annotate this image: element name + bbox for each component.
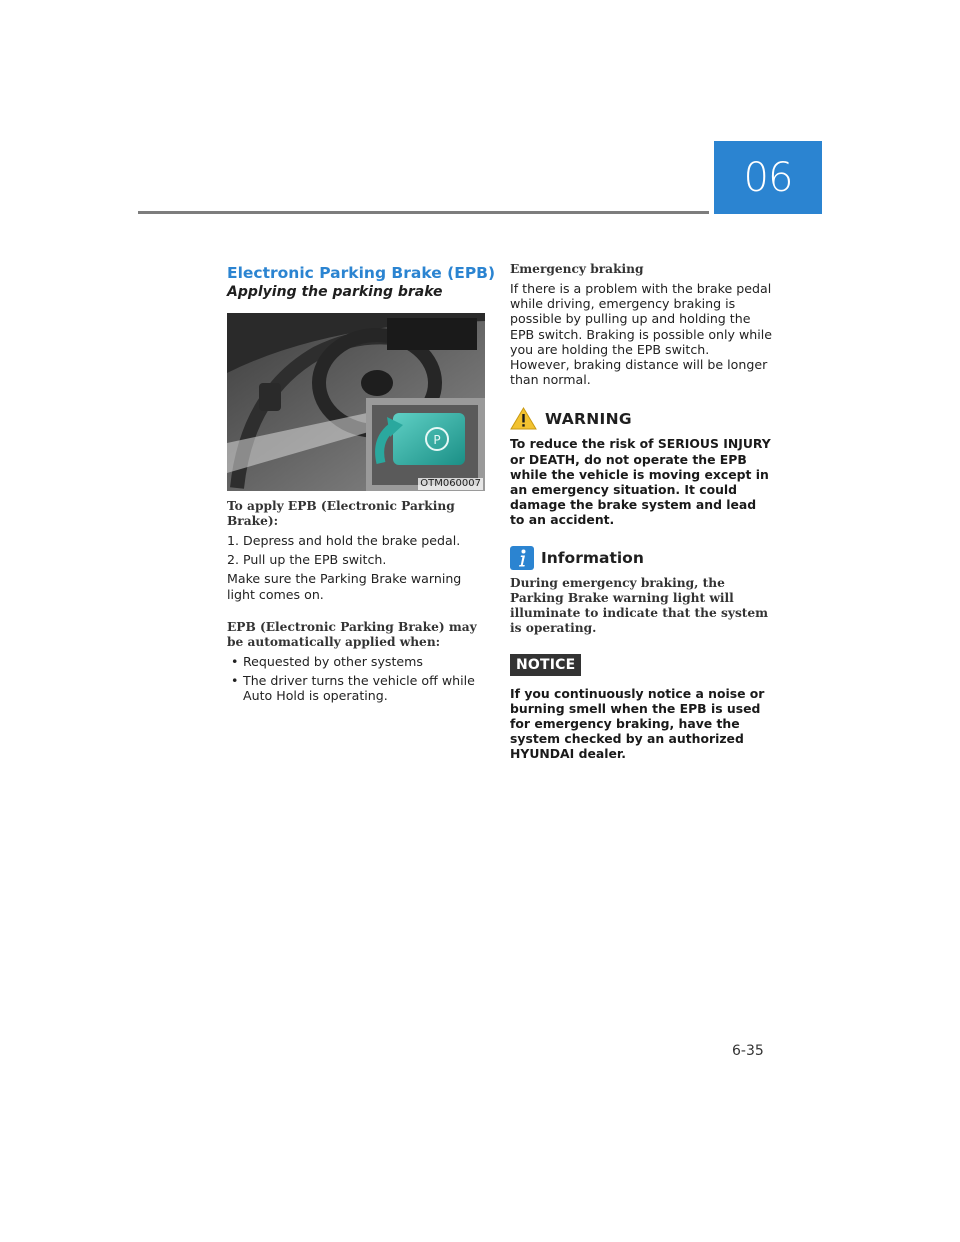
info-title: Information (541, 548, 644, 567)
step-number: 1. (227, 533, 240, 548)
right-column (510, 262, 772, 762)
bullet-item (227, 673, 487, 703)
bullet-text: The driver turns the vehicle off while Auto Hold is operating. (243, 673, 475, 704)
chapter-tab (714, 141, 822, 214)
svg-text:P: P (433, 433, 441, 447)
left-column (227, 262, 496, 707)
warning-title: WARNING (545, 409, 632, 428)
info-header (510, 546, 772, 570)
auto-apply-heading: EPB (Electronic Parking Brake) may be automatically applied when: (227, 619, 477, 649)
emergency-text: If there is a problem with the brake pedal while driving, emergency braking is possible by pulling up and holding the EPB switch. Braking is possible only while you are holding the EPB switch. However, braking distance will be longer than normal. (510, 281, 773, 388)
header-rule (138, 211, 709, 214)
epb-figure (227, 313, 485, 491)
subsection-title: Applying the parking brake (227, 284, 443, 300)
warning-icon (510, 407, 537, 430)
bullet-text: Requested by other systems (243, 653, 423, 669)
info-text: During emergency braking, the Parking Brake warning light will illuminate to indicate that the system is operating. (510, 575, 769, 635)
steps-list (227, 533, 487, 567)
step-number: 2. (227, 552, 240, 568)
emergency-heading: Emergency braking (510, 262, 644, 276)
dashboard-illustration (227, 313, 485, 491)
bullet-dot: • (231, 673, 239, 689)
notice-badge: NOTICE (510, 654, 581, 676)
warning-header (510, 407, 772, 430)
bullet-item (227, 654, 487, 669)
figure-code: OTM060007 (420, 478, 481, 489)
notice-text: If you continuously notice a noise or burning smell when the EPB is used for emergency braking, have the system checked by an authorized HYUNDAI dealer. (510, 685, 765, 762)
info-icon (510, 546, 534, 570)
chapter-number: 06 (743, 154, 793, 201)
section-title: Electronic Parking Brake (EPB) (227, 264, 496, 282)
warning-text: To reduce the risk of SERIOUS INJURY or DEATH, do not operate the EPB while the vehicle is moving except in an emergency situation. It could damage the brake system and lead to an accident. (510, 436, 771, 528)
step-item (227, 533, 487, 548)
step-text: Depress and hold the brake pedal. (243, 533, 461, 548)
bullet-dot: • (231, 653, 239, 669)
step-text: Pull up the EPB switch. (243, 552, 387, 568)
page-number: 6-35 (732, 1043, 764, 1059)
auto-apply-list (227, 654, 487, 704)
apply-heading: To apply EPB (Electronic Parking Brake): (227, 499, 455, 528)
step-item (227, 552, 487, 567)
make-sure-text: Make sure the Parking Brake warning light comes on. (227, 571, 462, 602)
